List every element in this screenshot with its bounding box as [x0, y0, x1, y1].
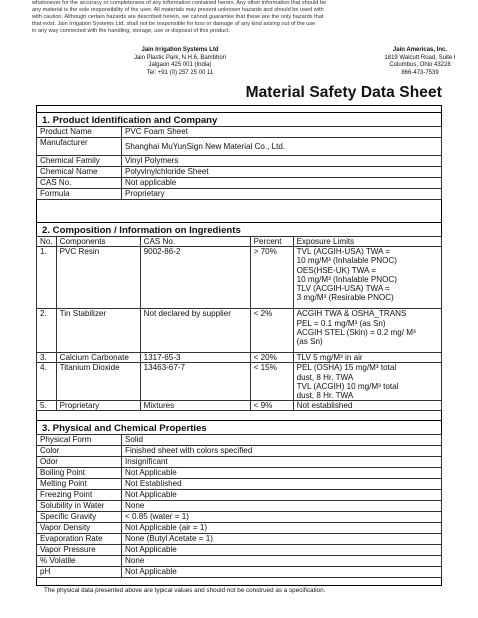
property-value: Solid	[122, 435, 442, 446]
disclaimer-text	[32, 0, 472, 36]
property-label: pH	[37, 567, 122, 578]
address-line: Columbus, Ohio 43228	[389, 62, 451, 69]
table-row	[37, 363, 442, 401]
exposure-limit-line: PEL (OSHA) 15 mg/M³ total	[296, 363, 397, 373]
section-heading: 3. Physical and Chemical Properties	[36, 420, 442, 434]
composition-table	[36, 236, 442, 411]
property-label: Physical Form	[37, 435, 122, 446]
table-row	[37, 501, 442, 512]
table-row	[37, 457, 442, 468]
exposure-limit-line: TLV 5 mg/M³ in air	[296, 353, 363, 363]
property-value: Not Applicable	[122, 468, 442, 479]
exposure-limit-line: 10 mg/M³ (Inhalable PNOC)	[296, 274, 397, 284]
field-value: Vinyl Polymers	[122, 156, 442, 167]
property-label: Vapor Density	[37, 523, 122, 534]
disclaimer-line: with caution. Although certain hazards are described herein, we cannot guarantee that these are the only hazards that	[32, 14, 324, 20]
field-value: Shanghai MuYunSign New Material Co., Ltd.	[122, 138, 442, 156]
exposure-limits	[293, 309, 441, 353]
cas-number: 1317-65-3	[140, 353, 250, 363]
exposure-limit-line: dust, 8 Hr. TWA	[296, 372, 354, 382]
component-name: Tin Stabilizer	[56, 309, 140, 353]
table-row	[37, 178, 442, 189]
component-name: Titanium Dioxide	[56, 363, 140, 401]
exposure-limit-line: ACGIH STEL (Skin) = 0.2 mg/ M³	[296, 327, 416, 337]
property-value: None (Butyl Acetate = 1)	[122, 534, 442, 545]
percent-value: < 15%	[250, 363, 293, 401]
table-row	[37, 401, 442, 411]
column-header: No.	[37, 237, 57, 247]
address-line: Jain Plastic Park, N.H.6, Bambhori	[133, 54, 227, 61]
exposure-limit-line: PEL = 0.1 mg/M³ (as Sn)	[296, 318, 386, 328]
property-value: Finished sheet with colors specified	[122, 446, 442, 457]
column-header: Percent	[250, 237, 293, 247]
company-address-right	[370, 47, 470, 77]
property-value: Not Applicable	[122, 490, 442, 501]
phone-line: 866-473-7539	[401, 69, 439, 76]
table-row	[37, 247, 442, 309]
property-label: Solubility in Water	[37, 501, 122, 512]
row-number: 2.	[37, 309, 57, 353]
exposure-limit-line: TVL (ACGIH-USA) TWA =	[296, 247, 391, 257]
field-label: Manufacturer	[37, 138, 122, 156]
section-composition	[36, 222, 442, 411]
field-value: PVC Foam Sheet	[122, 127, 442, 138]
exposure-limit-line: 3 mg/M³ (Resirable PNOC)	[296, 293, 394, 303]
property-label: Odor	[37, 457, 122, 468]
property-value: None	[122, 501, 442, 512]
row-number: 4.	[37, 363, 57, 401]
percent-value: > 70%	[250, 247, 293, 309]
disclaimer-line: that exist. Jain Irrigation Systems Ltd. shall not be responsible for loss or damage of any kind arising out of the use	[32, 21, 316, 27]
exposure-limit-line: TVL (ACGIH) 10 mg/M³ total	[296, 381, 399, 391]
table-row	[37, 138, 442, 156]
property-label: Melting Point	[37, 479, 122, 490]
table-row	[37, 512, 442, 523]
property-label: Vapor Pressure	[37, 545, 122, 556]
percent-value: < 20%	[250, 353, 293, 363]
row-number: 1.	[37, 247, 57, 309]
table-row	[37, 189, 442, 200]
table-row	[37, 545, 442, 556]
property-value: Insignificant	[122, 457, 442, 468]
company-name: Jain Americas, Inc.	[392, 47, 448, 53]
exposure-limits	[293, 401, 441, 411]
exposure-limit-line: Not established	[296, 401, 353, 411]
exposure-limit-line: ACGIH TWA & OSHA_TRANS	[296, 309, 407, 319]
exposure-limit-line: OES(HSE-UK) TWA =	[296, 265, 376, 275]
company-address-left	[120, 47, 240, 77]
percent-value: < 2%	[250, 309, 293, 353]
table-row	[37, 523, 442, 534]
table-row	[37, 167, 442, 178]
company-name: Jain Irrigation Systems Ltd	[141, 47, 219, 53]
field-value: Polyvinylchloride Sheet	[122, 167, 442, 178]
column-header: Exposure Limits	[293, 237, 441, 247]
property-value: Not Applicable	[122, 567, 442, 578]
table-row	[37, 490, 442, 501]
property-value: Not Applicable	[122, 545, 442, 556]
cas-number: 13463-67-7	[140, 363, 250, 401]
footnote: The physical data presented above are typical values and should not be construed as a specification.	[44, 587, 326, 594]
table-row	[37, 353, 442, 363]
physical-properties-table	[36, 434, 442, 578]
table-row	[37, 127, 442, 138]
field-label: Formula	[37, 189, 122, 200]
exposure-limit-line: TLV (ACGIH-USA) TWA =	[296, 284, 390, 294]
property-value: Not Established	[122, 479, 442, 490]
exposure-limits	[293, 353, 441, 363]
disclaimer-line: in any way connected with the handling, storage, use or disposal of this product.	[32, 28, 231, 34]
column-header: CAS No.	[140, 237, 250, 247]
property-label: Boiling Point	[37, 468, 122, 479]
column-header: Components	[56, 237, 140, 247]
phone-line: Tel: +91 (0) 257 25 00 11	[146, 69, 214, 76]
table-row	[37, 435, 442, 446]
address-line: Jalgaon 425 001 (India)	[148, 62, 212, 69]
property-label: Evaporation Rate	[37, 534, 122, 545]
cas-number: Not declared by supplier	[140, 309, 250, 353]
table-row	[37, 156, 442, 167]
component-name: Calcium Carbonate	[56, 353, 140, 363]
section-heading: 1. Product Identification and Company	[36, 112, 442, 126]
disclaimer-line: any material is the sole responsibility of the user. All materials may present unknown hazards and should be used with	[32, 7, 324, 13]
product-identification-table	[36, 126, 442, 200]
exposure-limit-line: (as Sn)	[296, 337, 323, 347]
disclaimer-line: whatsoever for the accuracy or completeness of any information contained herein. Any other information that should be	[32, 0, 327, 6]
property-label: Color	[37, 446, 122, 457]
table-row	[37, 468, 442, 479]
property-label: Freezing Point	[37, 490, 122, 501]
field-label: Product Name	[37, 127, 122, 138]
section-heading: 2. Composition / Information on Ingredients	[36, 222, 442, 236]
cas-number: 9002-86-2	[140, 247, 250, 309]
percent-value: < 9%	[250, 401, 293, 411]
field-value: Not applicable	[122, 178, 442, 189]
section-physical-properties	[36, 420, 442, 578]
exposure-limit-line: 10 mg/M³ (Inhalable PNOC)	[296, 256, 397, 266]
table-row	[37, 309, 442, 353]
component-name: PVC Resin	[56, 247, 140, 309]
address-line: 1819 Walcutt Road, Suite I	[384, 54, 456, 61]
component-name: Proprietary	[56, 401, 140, 411]
property-value: < 0.85 (water = 1)	[122, 512, 442, 523]
row-number: 5.	[37, 401, 57, 411]
exposure-limits	[293, 247, 441, 309]
document-title: Material Safety Data Sheet	[245, 84, 442, 101]
exposure-limit-line: dust, 8 Hr. TWA	[296, 391, 354, 401]
field-label: Chemical Name	[37, 167, 122, 178]
table-row	[37, 556, 442, 567]
property-label: % Volatile	[37, 556, 122, 567]
property-value: Not Applicable (air = 1)	[122, 523, 442, 534]
property-label: Specific Gravity	[37, 512, 122, 523]
table-row	[37, 567, 442, 578]
table-row	[37, 446, 442, 457]
property-value: None	[122, 556, 442, 567]
row-number: 3.	[37, 353, 57, 363]
cas-number: Mixtures	[140, 401, 250, 411]
exposure-limits	[293, 363, 441, 401]
field-label: Chemical Family	[37, 156, 122, 167]
table-row	[37, 479, 442, 490]
table-row	[37, 534, 442, 545]
field-label: CAS No.	[37, 178, 122, 189]
section-product-identification	[36, 112, 442, 200]
field-value: Proprietary	[122, 189, 442, 200]
